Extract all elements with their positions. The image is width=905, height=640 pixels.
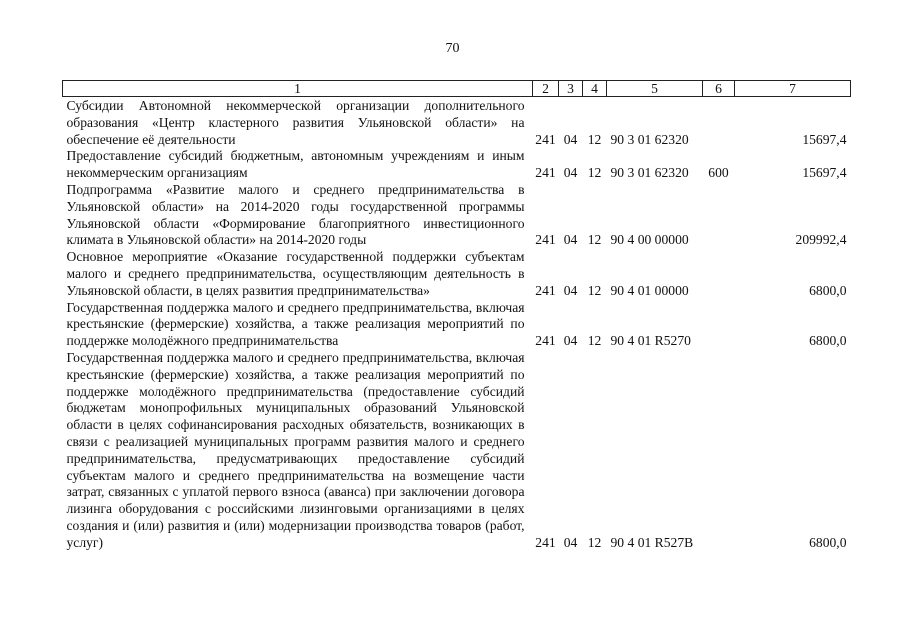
row-code-expense-type: 600 [708, 165, 729, 181]
row-amount: 6800,0 [809, 333, 847, 349]
row-description: Государственная поддержка малого и среднего предпринимательства, включая крестьянские (фермерские) хозяйства, а также реализация мероприятий по поддержке молодёжного предпринимательства [66, 299, 525, 349]
table-header-row [63, 81, 851, 97]
row-description: Субсидии Автономной некоммерческой организации дополнительного образования «Центр кластерного развития Ульяновской области» на обеспечение её деятельности [66, 98, 525, 147]
header-col-7: 7 [735, 81, 851, 97]
row-code-target: 90 4 00 00000 [610, 232, 689, 248]
row-amount: 209992,4 [795, 232, 847, 248]
row-code-target: 90 4 01 00000 [610, 282, 689, 298]
row-code-ministry: 241 [535, 232, 556, 248]
row-code-ministry: 241 [535, 131, 556, 147]
table-row [63, 300, 851, 350]
row-code-target: 90 3 01 62320 [610, 165, 689, 181]
row-code-target: 90 4 01 R5270 [610, 333, 691, 349]
row-code-subsection: 12 [587, 131, 602, 147]
row-code-subsection: 12 [587, 165, 602, 181]
row-code-section: 04 [563, 534, 578, 550]
row-description: Основное мероприятие «Оказание государственной поддержки субъектам малого и среднего предпринимательства, осуществляющим деятельность в Ульяновской области, в целях развития предпринимательства» [66, 249, 525, 298]
row-code-expense-type [703, 182, 735, 249]
row-code-ministry: 241 [535, 165, 556, 181]
table-row [63, 182, 851, 249]
header-col-3: 3 [559, 81, 583, 97]
row-code-section: 04 [563, 232, 578, 248]
row-code-subsection: 12 [587, 534, 602, 550]
row-code-ministry: 241 [535, 333, 556, 349]
row-code-subsection: 12 [587, 333, 602, 349]
header-col-2: 2 [533, 81, 559, 97]
header-col-4: 4 [583, 81, 607, 97]
row-amount: 15697,4 [802, 131, 847, 147]
row-code-expense-type [703, 300, 735, 350]
header-col-6: 6 [703, 81, 735, 97]
header-col-1: 1 [63, 81, 533, 97]
row-code-target: 90 4 01 R527B [610, 534, 694, 550]
table-row [63, 350, 851, 552]
row-code-section: 04 [563, 333, 578, 349]
row-code-ministry: 241 [535, 534, 556, 550]
row-code-section: 04 [563, 165, 578, 181]
row-description: Государственная поддержка малого и среднего предпринимательства, включая крестьянские (фермерские) хозяйства, а также реализация мероприятий по поддержке молодёжного предпринимательства (предоставление субсидий бюджетам монопрофильных муниципальных образований Ульяновской области в целях софинансирования расходных обязательств, возникающих в связи с реализацией муниципальных программ развития малого и среднего предпринимательства, предусматривающих предоставление субсидий субъектам малого и среднего предпринимательства на возмещение части затрат, связанных с уплатой первого взноса (аванса) при заключении договора лизинга оборудования с российскими лизинговыми организациями в целях создания и (или) развития и (или) модернизации производства товаров (работ, услуг) [66, 349, 525, 550]
row-description: Подпрограмма «Развитие малого и среднего предпринимательства в Ульяновской области» на 2014-2020 годы государственной программы Ульяновской области «Формирование благоприятного инвестиционного климата в Ульяновской области» на 2014-2020 годы [66, 181, 525, 248]
row-description: Предоставление субсидий бюджетным, автономным учреждениям и иным некоммерческим организациям [66, 148, 525, 181]
row-code-expense-type [703, 97, 735, 149]
row-code-ministry: 241 [535, 282, 556, 298]
row-code-target: 90 3 01 62320 [610, 131, 689, 147]
row-code-subsection: 12 [587, 232, 602, 248]
row-code-section: 04 [563, 131, 578, 147]
header-col-5: 5 [607, 81, 703, 97]
table-row [63, 249, 851, 299]
row-amount: 15697,4 [802, 165, 847, 181]
budget-table [62, 80, 851, 552]
row-code-expense-type [703, 249, 735, 299]
row-code-subsection: 12 [587, 282, 602, 298]
table-row [63, 148, 851, 182]
row-code-section: 04 [563, 282, 578, 298]
row-amount: 6800,0 [809, 534, 847, 550]
row-code-expense-type [703, 350, 735, 552]
table-row [63, 97, 851, 149]
page-number: 70 [445, 41, 460, 56]
row-amount: 6800,0 [809, 282, 847, 298]
